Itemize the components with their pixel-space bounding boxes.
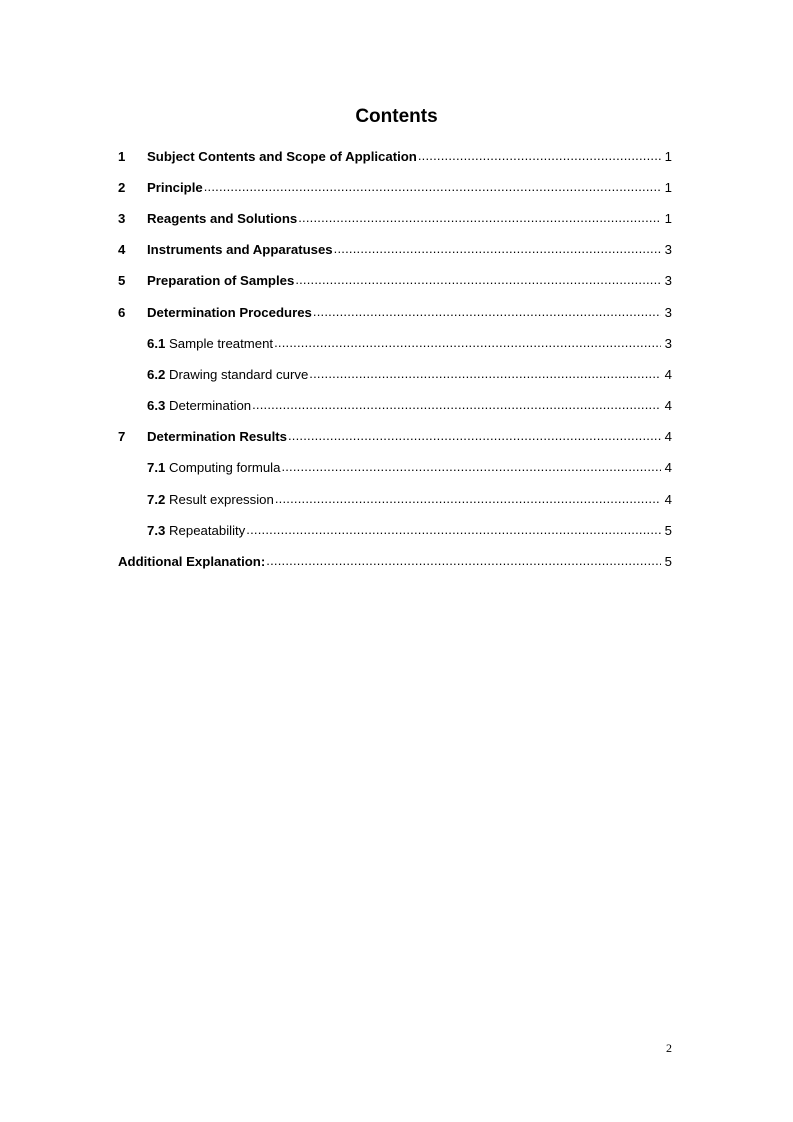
toc-entry-7-3[interactable] (118, 515, 672, 546)
toc-entry-page: 4 (664, 491, 672, 507)
toc-entry-label: 7.2 Result expression (147, 491, 274, 507)
toc-entry-number: 4 (118, 242, 126, 258)
toc-entry-number: 1 (118, 148, 126, 164)
toc-entry-label: Instruments and Apparatuses (147, 242, 333, 258)
toc-entry-label: Principle (147, 179, 203, 195)
toc-entry-page: 4 (664, 398, 672, 414)
toc-entry-label: Reagents and Solutions (147, 210, 298, 226)
toc-entry-number: 7.2 (147, 491, 166, 507)
toc-entry-label: 6.2 Drawing standard curve (147, 366, 309, 382)
toc-entry-label: Determination Results (147, 429, 287, 445)
contents-title: Contents (355, 106, 438, 127)
toc-entry-page: 5 (664, 522, 672, 538)
toc-entry-label: 7.3 Repeatability (147, 522, 246, 538)
toc-entry-3[interactable] (118, 203, 672, 234)
toc-entry-7[interactable] (118, 422, 672, 453)
toc-entry-page: 4 (664, 460, 672, 476)
toc-leader-dots (295, 273, 661, 289)
toc-entry-number: 6.2 (147, 366, 166, 382)
toc-entry-7-2[interactable] (118, 484, 672, 515)
toc-entry-number: 2 (118, 179, 126, 195)
toc-entry-label: Additional Explanation: (118, 554, 266, 570)
toc-entry-number: 7 (118, 429, 126, 445)
toc-entry-additional-explanation[interactable] (118, 546, 672, 577)
toc-leader-dots (274, 336, 661, 352)
toc-leader-dots (298, 211, 661, 227)
toc-entry-number: 7.3 (147, 522, 166, 538)
toc-entry-number: 7.1 (147, 460, 166, 476)
toc-entry-page: 3 (664, 304, 672, 320)
toc-leader-dots (275, 492, 661, 508)
toc-leader-dots (204, 180, 661, 196)
toc-leader-dots (309, 367, 661, 383)
toc-leader-dots (246, 523, 661, 539)
toc-entry-6[interactable] (118, 297, 672, 328)
toc-entry-label: Subject Contents and Scope of Application (147, 148, 417, 164)
toc-entry-label: Determination Procedures (147, 304, 312, 320)
toc-entry-page: 3 (664, 273, 672, 289)
toc-leader-dots (252, 398, 661, 414)
toc-entry-page: 3 (664, 335, 672, 351)
toc-leader-dots (266, 554, 661, 570)
toc-entry-page: 1 (664, 210, 672, 226)
toc-entry-label: 6.3 Determination (147, 398, 252, 414)
toc-entry-page: 4 (664, 366, 672, 382)
toc-entry-page: 4 (664, 429, 672, 445)
toc-entry-1[interactable] (118, 141, 672, 172)
toc-leader-dots (288, 429, 661, 445)
toc-entry-label: 7.1 Computing formula (147, 460, 281, 476)
toc-entry-page: 1 (664, 179, 672, 195)
toc-leader-dots (281, 460, 661, 476)
toc-entry-number: 3 (118, 210, 126, 226)
toc-entry-6-2[interactable] (118, 359, 672, 390)
toc-entry-2[interactable] (118, 172, 672, 203)
table-of-contents (118, 141, 672, 578)
toc-entry-page: 5 (664, 554, 672, 570)
toc-entry-page: 3 (664, 242, 672, 258)
toc-entry-number: 6 (118, 304, 126, 320)
page-number: 2 (666, 1041, 672, 1055)
toc-entry-6-3[interactable] (118, 391, 672, 422)
toc-entry-4[interactable] (118, 235, 672, 266)
toc-entry-number: 6.3 (147, 398, 166, 414)
toc-leader-dots (334, 242, 661, 258)
toc-entry-page: 1 (664, 148, 672, 164)
toc-entry-label: Preparation of Samples (147, 273, 295, 289)
toc-entry-7-1[interactable] (118, 453, 672, 484)
toc-entry-label: 6.1 Sample treatment (147, 335, 274, 351)
toc-entry-5[interactable] (118, 266, 672, 297)
toc-entry-number: 5 (118, 273, 126, 289)
toc-leader-dots (313, 305, 661, 321)
toc-entry-6-1[interactable] (118, 328, 672, 359)
toc-entry-number: 6.1 (147, 335, 166, 351)
toc-leader-dots (418, 149, 661, 165)
